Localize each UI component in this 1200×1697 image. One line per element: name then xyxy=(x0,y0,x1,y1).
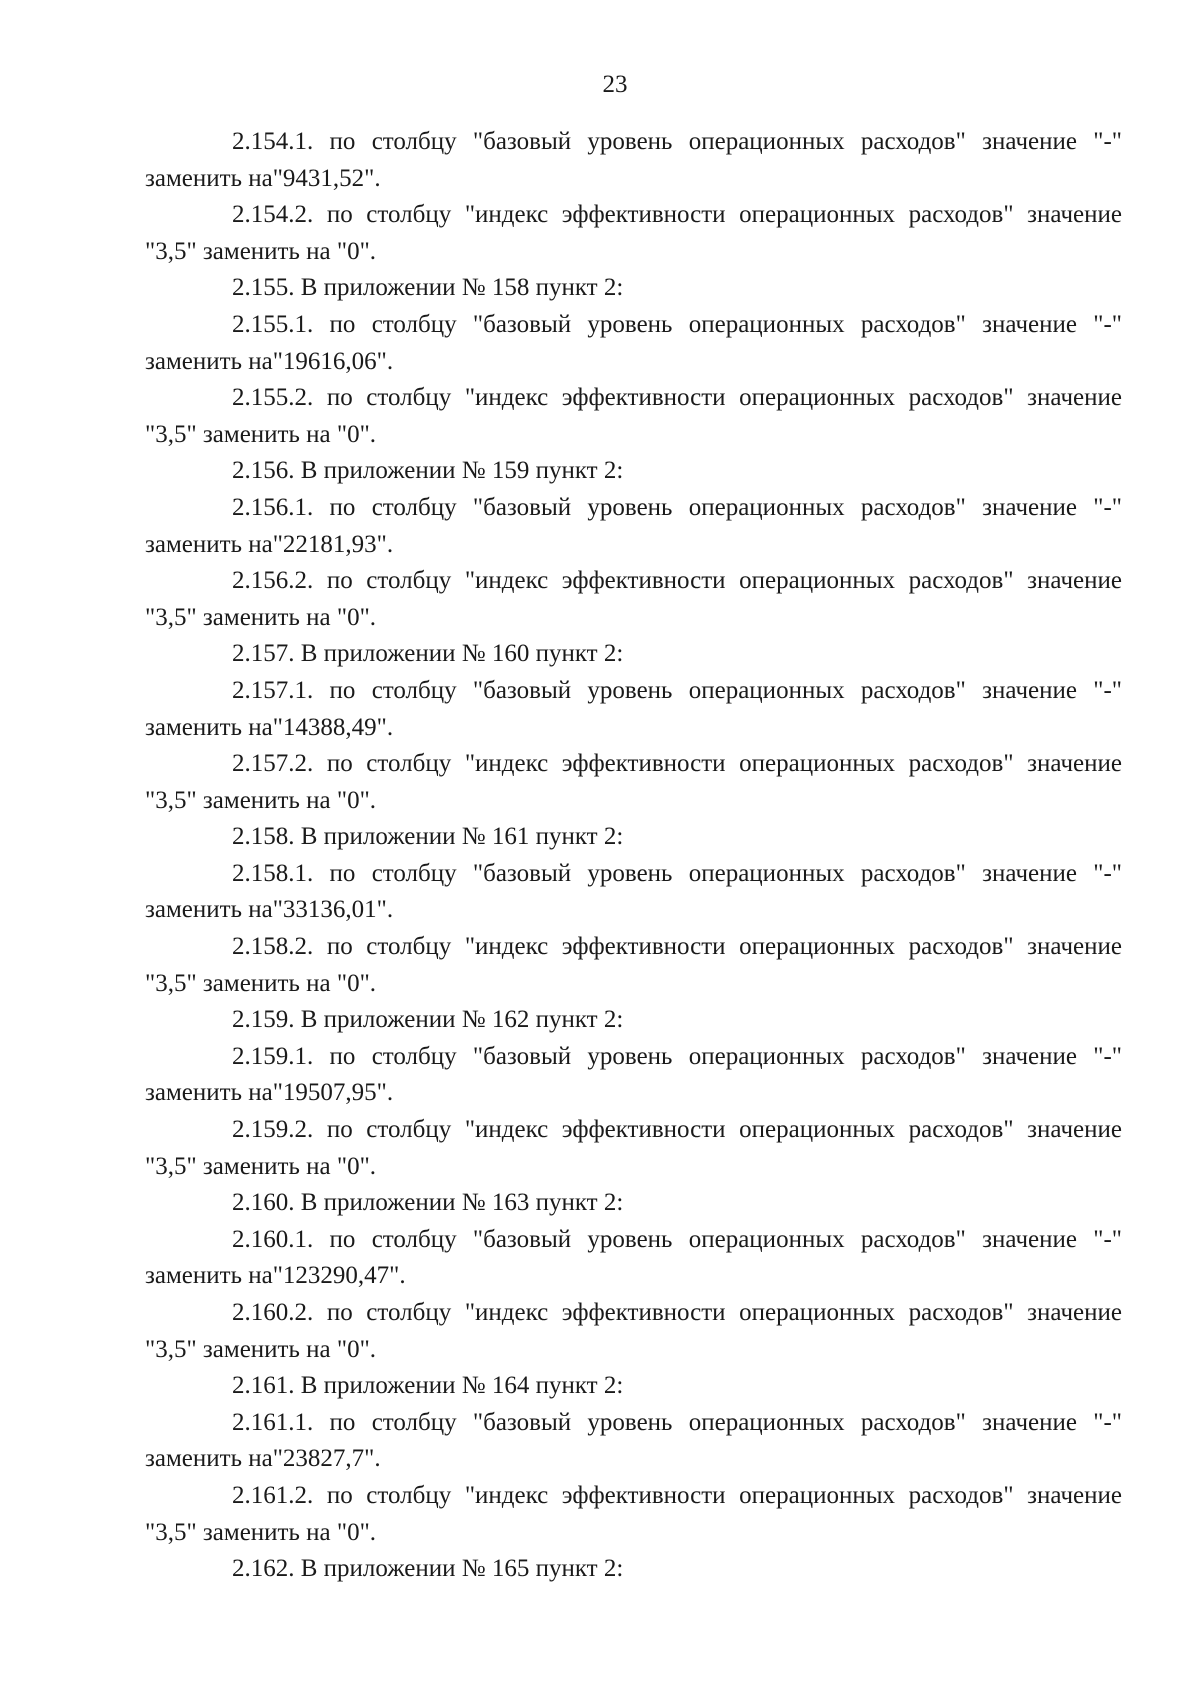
paragraph: 2.158. В приложении № 161 пункт 2: xyxy=(232,823,624,851)
paragraph: 2.155. В приложении № 158 пункт 2: xyxy=(232,274,624,302)
paragraph: 2.154.1. по столбцу "базовый уровень операционных расходов" значение "-" заменить на"9431,52". xyxy=(145,128,1122,192)
paragraph: 2.159.1. по столбцу "базовый уровень операционных расходов" значение "-" заменить на"19507,95". xyxy=(145,1042,1122,1107)
paragraph: 2.157.1. по столбцу "базовый уровень операционных расходов" значение "-" заменить на"14388,49". xyxy=(145,676,1122,741)
paragraph: 2.158.1. по столбцу "базовый уровень операционных расходов" значение "-" заменить на"33136,01". xyxy=(145,859,1122,924)
paragraph: 2.156.2. по столбцу "индекс эффективности операционных расходов" значение "3,5" заменить на "0". xyxy=(145,567,1122,631)
page-number: 23 xyxy=(602,71,628,98)
paragraph: 2.159. В приложении № 162 пункт 2: xyxy=(232,1006,624,1034)
paragraph: 2.155.1. по столбцу "базовый уровень операционных расходов" значение "-" заменить на"19616,06". xyxy=(145,310,1122,375)
paragraph: 2.154.2. по столбцу "индекс эффективности операционных расходов" значение "3,5" заменить на "0". xyxy=(145,201,1122,265)
paragraph: 2.160.1. по столбцу "базовый уровень операционных расходов" значение "-" заменить на"123290,47". xyxy=(145,1225,1122,1290)
paragraph: 2.158.2. по столбцу "индекс эффективности операционных расходов" значение "3,5" заменить на "0". xyxy=(145,933,1122,997)
paragraph: 2.155.2. по столбцу "индекс эффективности операционных расходов" значение "3,5" заменить на "0". xyxy=(145,384,1122,448)
paragraph: 2.157.2. по столбцу "индекс эффективности операционных расходов" значение "3,5" заменить на "0". xyxy=(145,750,1122,814)
paragraph: 2.162. В приложении № 165 пункт 2: xyxy=(232,1555,624,1583)
paragraph: 2.161.2. по столбцу "индекс эффективности операционных расходов" значение "3,5" заменить на "0". xyxy=(145,1481,1122,1546)
paragraph: 2.160.2. по столбцу "индекс эффективности операционных расходов" значение "3,5" заменить на "0". xyxy=(145,1299,1122,1363)
paragraph: 2.161.1. по столбцу "базовый уровень операционных расходов" значение "-" заменить на"23827,7". xyxy=(145,1408,1122,1473)
paragraph: 2.160. В приложении № 163 пункт 2: xyxy=(232,1189,624,1217)
paragraph: 2.156.1. по столбцу "базовый уровень операционных расходов" значение "-" заменить на"22181,93". xyxy=(145,493,1122,558)
paragraph: 2.161. В приложении № 164 пункт 2: xyxy=(232,1372,624,1400)
paragraph: 2.159.2. по столбцу "индекс эффективности операционных расходов" значение "3,5" заменить на "0". xyxy=(145,1116,1122,1180)
document-body xyxy=(145,124,1122,1588)
paragraph: 2.156. В приложении № 159 пункт 2: xyxy=(232,457,624,485)
paragraph: 2.157. В приложении № 160 пункт 2: xyxy=(232,640,624,668)
